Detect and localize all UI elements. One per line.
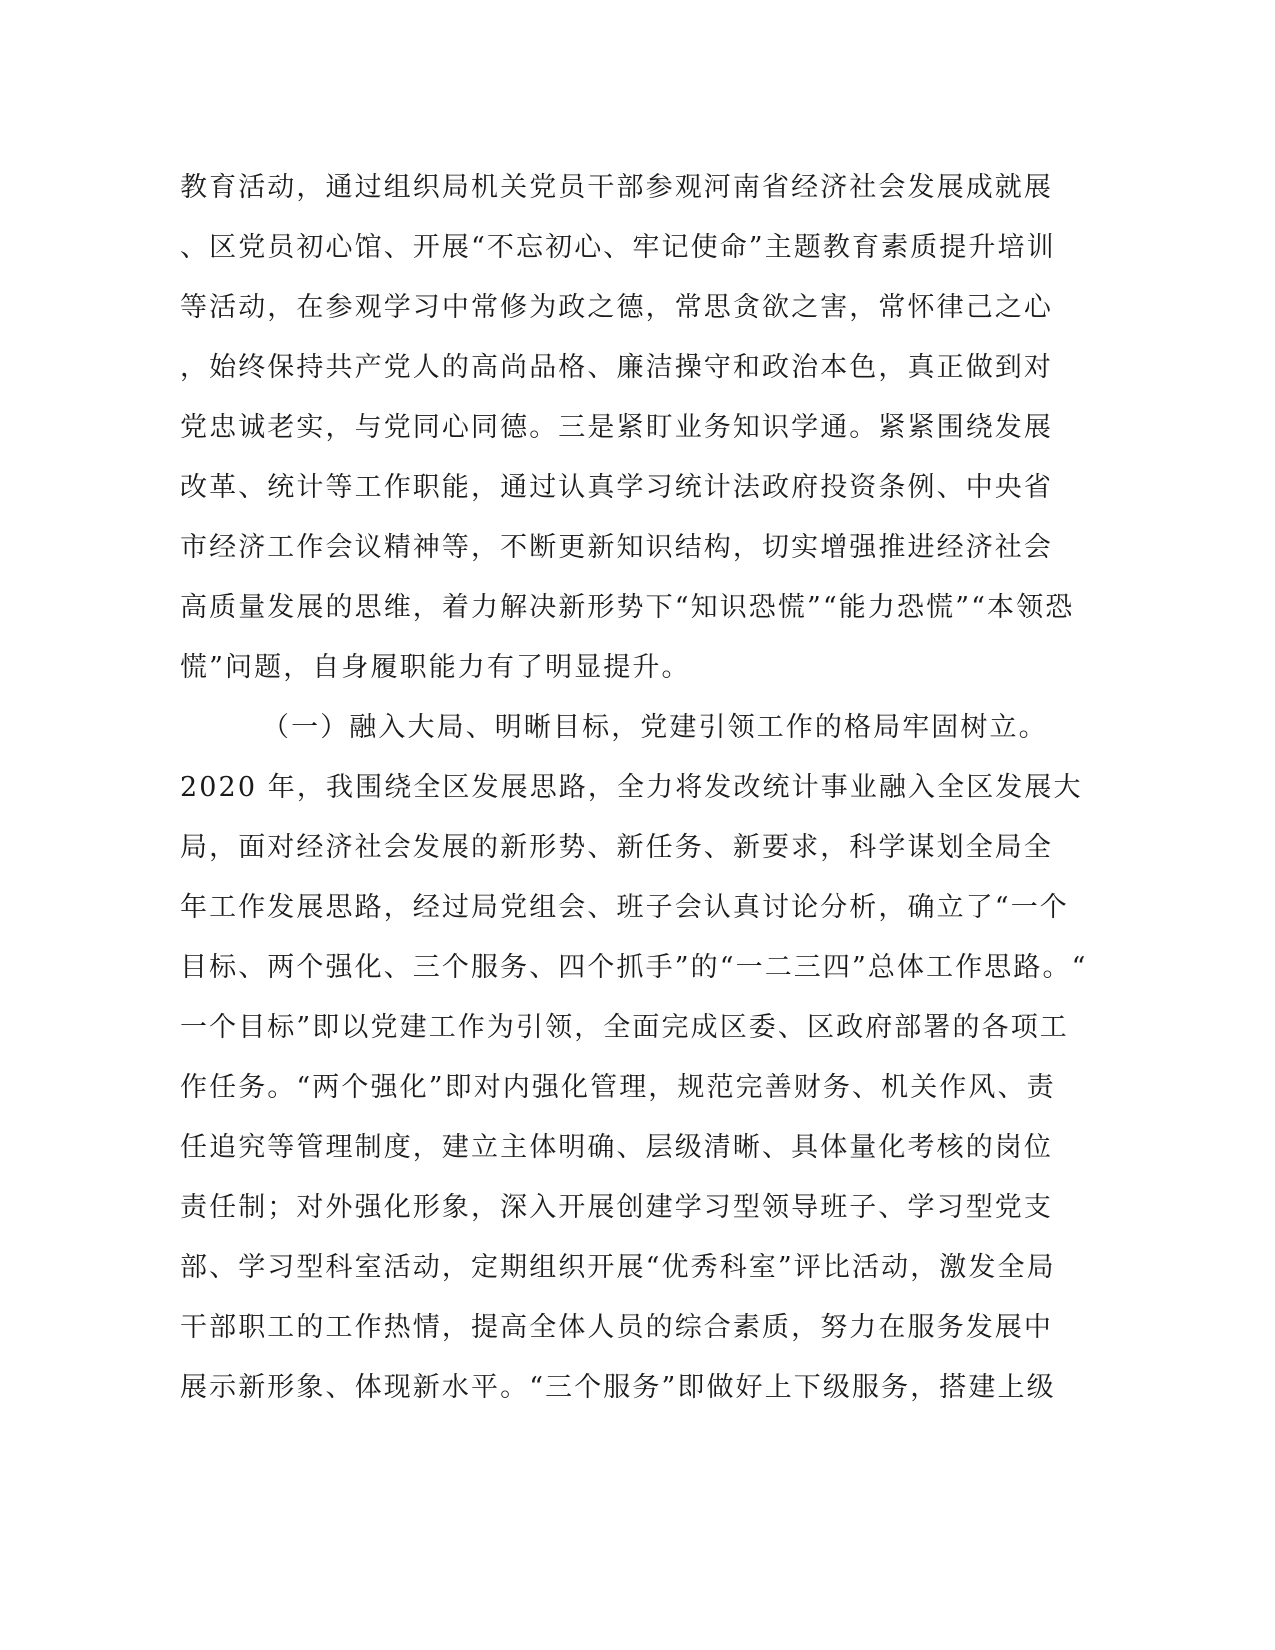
text-line: 展示新形象、体现新水平。“三个服务”即做好上下级服务，搭建上级 — [180, 1372, 1056, 1403]
text-line: 责任制；对外强化形象，深入开展创建学习型领导班子、学习型党支 — [180, 1192, 1053, 1223]
text-line: 一个目标”即以党建工作为引领，全面完成区委、区政府部署的各项工 — [180, 1012, 1069, 1043]
body-text — [180, 158, 1088, 1418]
text-line: 慌”问题，自身履职能力有了明显提升。 — [180, 652, 691, 683]
text-line: 任追究等管理制度，建立主体明确、层级清晰、具体量化考核的岗位 — [180, 1132, 1053, 1163]
text-line: 等活动，在参观学习中常修为政之德，常思贪欲之害，常怀律己之心 — [180, 292, 1053, 323]
section-heading: （一）融入大局、明晰目标，党建引领工作的格局牢固树立。 — [262, 712, 1048, 743]
text-line: ，始终保持共产党人的高尚品格、廉洁操守和政治本色，真正做到对 — [180, 352, 1053, 383]
text-line: 作任务。“两个强化”即对内强化管理，规范完善财务、机关作风、责 — [180, 1072, 1056, 1103]
text-line: 局，面对经济社会发展的新形势、新任务、新要求，科学谋划全局全 — [180, 832, 1053, 863]
text-line: 干部职工的工作热情，提高全体人员的综合素质，努力在服务发展中 — [180, 1312, 1053, 1343]
text-line: 教育活动，通过组织局机关党员干部参观河南省经济社会发展成就展 — [180, 172, 1053, 203]
text-line: 年工作发展思路，经过局党组会、班子会认真讨论分析，确立了“一个 — [180, 892, 1069, 923]
text-line: 部、学习型科室活动，定期组织开展“优秀科室”评比活动，激发全局 — [180, 1252, 1056, 1283]
text-line: 2020 年，我围绕全区发展思路，全力将发改统计事业融入全区发展大 — [180, 772, 1083, 803]
text-line: 目标、两个强化、三个服务、四个抓手”的“一二三四”总体工作思路。“ — [180, 952, 1088, 983]
text-line: 党忠诚老实，与党同心同德。三是紧盯业务知识学通。紧紧围绕发展 — [180, 412, 1053, 443]
text-line: 、区党员初心馆、开展“不忘初心、牢记使命”主题教育素质提升培训 — [180, 232, 1056, 263]
text-line: 高质量发展的思维，着力解决新形势下“知识恐慌”“能力恐慌”“本领恐 — [180, 592, 1075, 623]
text-line: 市经济工作会议精神等，不断更新知识结构，切实增强推进经济社会 — [180, 532, 1053, 563]
text-line: 改革、统计等工作职能，通过认真学习统计法政府投资条例、中央省 — [180, 472, 1053, 503]
